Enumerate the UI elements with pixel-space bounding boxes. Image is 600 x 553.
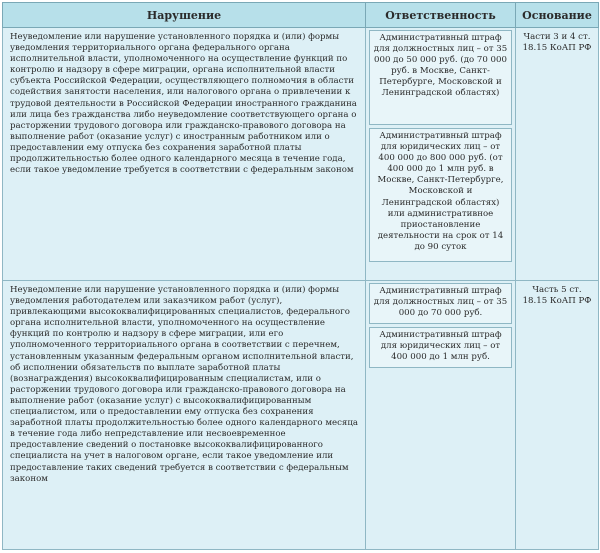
table-row xyxy=(3,28,599,281)
penalty-legal-entities: Административный штраф для юридических лиц – от 400 000 до 1 млн руб. xyxy=(369,327,512,368)
penalty-officials: Административный штраф для должностных лиц – от 35 000 до 70 000 руб. xyxy=(369,283,512,324)
penalty-officials: Административный штраф для должностных лиц – от 35 000 до 50 000 руб. (до 70 000 руб. в Москве, Санкт-Петербурге, Московской и Ленинградской областях) xyxy=(369,30,512,125)
header-responsibility: Ответственность xyxy=(366,3,516,28)
basis-cell: Часть 5 ст. 18.15 КоАП РФ xyxy=(516,281,599,550)
header-violation: Нарушение xyxy=(3,3,366,28)
header-row xyxy=(3,3,599,28)
violation-cell xyxy=(3,281,366,550)
header-basis: Основание xyxy=(516,3,599,28)
penalties-table xyxy=(2,2,599,550)
page xyxy=(2,2,598,551)
violation-text: Неуведомление или нарушение установленного порядка и (или) формы уведомления работодателем или заказчиком работ (услуг), привлекающими высококвалифицированных специалистов, федерального органа исполнительной власти, уполномоченного на осуществление функций по контролю и надзору в сфере миграции, или его уполномоченного территориального органа в соответствии с перечнем, установленным указанным федеральным органом исполнительной власти, об исполнении обязательств по выплате заработной платы (вознаграждения) высококвалифицированным специалистам, или о расторжении трудового договора или гражданско-правового договора на выполнение работ (оказание услуг) с высококвалифицированным специалистом, или о предоставлении ему отпуска без сохранения заработной платы продолжительностью более одного календарного месяца в течение года либо непредставление или несвоевременное предоставление сведений о постановке высококвалифицированного специалиста на учет в налоговом органе, если такое уведомление или предоставление таких сведений требуется в соответствии с федеральным законом xyxy=(10,285,358,484)
basis-cell: Части 3 и 4 ст. 18.15 КоАП РФ xyxy=(516,28,599,281)
violation-text: Неуведомление или нарушение установленного порядка и (или) формы уведомления территориального органа федерального органа исполнительной власти, уполномоченного на осуществление функций по контролю и надзору в сфере миграции, органа исполнительной власти субъекта Российской Федерации, осуществляющего полномочия в области содействия занятости населения, или налогового органа о привлечении к трудовой деятельности в Российской Федерации иностранного гражданина или лица без гражданства либо неуведомление соответствующего органа о расторжении трудового договора или гражданско-правового договора на выполнение работ (оказание услуг) с иностранным работником или о предоставлении ему отпуска без сохранения заработной платы продолжительностью более одного календарного месяца в течение года, если такое уведомление требуется в соответствии с федеральным законом xyxy=(10,32,357,176)
responsibility-cell xyxy=(366,281,516,550)
penalty-legal-entities: Административный штраф для юридических лиц – от 400 000 до 800 000 руб. (от 400 000 до 1 млн руб. в Москве, Санкт-Петербурге, Московской и Ленинградской областях) или административное приостановление деятельности на срок от 14 до 90 суток xyxy=(369,128,512,262)
violation-cell xyxy=(3,28,366,281)
table-row xyxy=(3,281,599,550)
responsibility-cell xyxy=(366,28,516,281)
